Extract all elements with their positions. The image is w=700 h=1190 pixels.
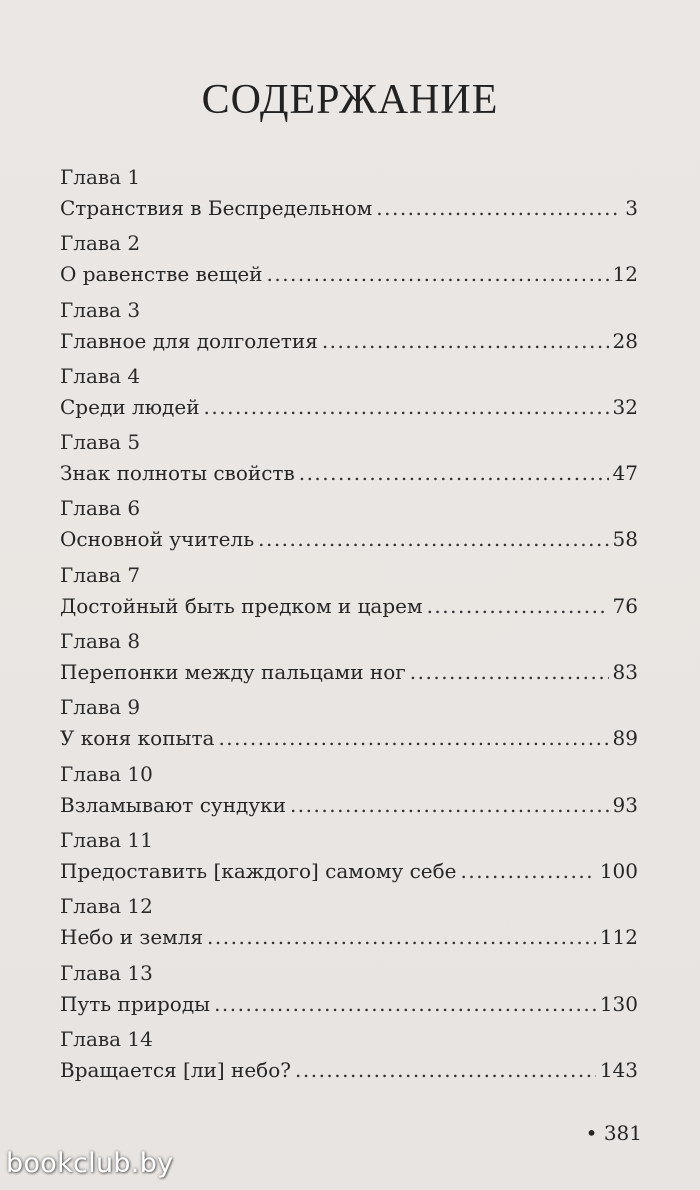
toc-line (60, 593, 638, 619)
chapter-label: Глава 8 (60, 629, 141, 654)
chapter-label: Глава 9 (60, 695, 141, 720)
chapter-page: 76 (612, 593, 638, 618)
dot-leader (258, 526, 608, 552)
chapter-title: Перепонки между пальцами ног (60, 660, 406, 685)
chapter-label: Глава 5 (60, 430, 141, 455)
chapter-title: Знак полноты свойств (60, 461, 295, 486)
chapter-title: О равенстве вещей (60, 262, 263, 287)
toc-line (60, 195, 638, 221)
toc-entry (60, 231, 638, 297)
toc-line (60, 261, 638, 287)
chapter-label: Глава 2 (60, 231, 141, 256)
chapter-label: Глава 11 (60, 827, 153, 852)
toc-line (60, 858, 638, 884)
toc-entry (60, 364, 638, 430)
dot-leader (410, 659, 609, 685)
page-title: СОДЕРЖАНИЕ (201, 77, 499, 123)
chapter-title: Путь природы (60, 991, 211, 1016)
chapter-title: Главное для долголетия (60, 328, 318, 353)
toc-entry (60, 894, 638, 960)
chapter-title: Основной учитель (60, 527, 255, 552)
page-number: • 381 (585, 1121, 642, 1145)
chapter-title: Достойный быть предком и царем (60, 593, 423, 618)
chapter-page: 28 (612, 328, 638, 353)
chapter-label: Глава 4 (60, 363, 141, 388)
watermark-text: bookclub.by (6, 1148, 174, 1179)
dot-leader (218, 725, 608, 751)
chapter-page: 93 (612, 792, 638, 817)
toc-line (60, 924, 638, 950)
toc-entry (60, 828, 638, 894)
table-of-contents (60, 165, 638, 1093)
chapter-label: Глава 7 (60, 562, 141, 587)
toc-entry (60, 496, 638, 562)
chapter-page: 83 (612, 660, 638, 685)
toc-line (60, 659, 638, 685)
chapter-title: Вращается [ли] небо? (60, 1057, 291, 1082)
chapter-page: 130 (599, 991, 638, 1016)
chapter-title: Странствия в Беспредельном (60, 196, 373, 220)
toc-entry (60, 165, 638, 231)
dot-leader (461, 858, 596, 884)
toc-line (60, 460, 638, 486)
dot-leader (299, 460, 609, 486)
chapter-page: 112 (599, 925, 638, 950)
toc-line (60, 328, 638, 354)
toc-line (60, 991, 638, 1017)
toc-line (60, 792, 638, 818)
chapter-label: Глава 14 (60, 1026, 153, 1051)
dot-leader (207, 924, 596, 950)
chapter-label: Глава 6 (60, 496, 141, 521)
chapter-page: 12 (612, 262, 638, 287)
chapter-title: У коня копыта (60, 726, 215, 751)
chapter-label: Глава 12 (60, 894, 153, 919)
chapter-label: Глава 3 (60, 297, 141, 322)
chapter-page: 3 (625, 196, 638, 220)
toc-entry (60, 762, 638, 828)
toc-entry (60, 430, 638, 496)
dot-leader (295, 1057, 596, 1083)
chapter-page: 89 (612, 726, 638, 751)
dot-leader (322, 328, 609, 354)
chapter-page: 143 (599, 1057, 638, 1082)
toc-entry (60, 695, 638, 761)
toc-line (60, 725, 638, 751)
dot-leader (427, 593, 609, 619)
dot-leader (204, 394, 609, 420)
toc-line (60, 526, 638, 552)
toc-entry (60, 629, 638, 695)
chapter-label: Глава 13 (60, 960, 153, 985)
toc-entry (60, 298, 638, 364)
toc-entry (60, 961, 638, 1027)
dot-leader (376, 195, 621, 221)
dot-leader (290, 792, 609, 818)
chapter-page: 58 (612, 527, 638, 552)
toc-entry (60, 1027, 638, 1093)
chapter-title: Среди людей (60, 394, 200, 419)
chapter-title: Небо и земля (60, 925, 204, 950)
dot-leader (266, 261, 608, 287)
toc-entry (60, 563, 638, 629)
chapter-page: 32 (612, 394, 638, 419)
chapter-label: Глава 10 (60, 761, 153, 786)
chapter-page: 47 (612, 461, 638, 486)
toc-line (60, 394, 638, 420)
chapter-title: Взламывают сундуки (60, 792, 286, 817)
chapter-page: 100 (599, 858, 638, 883)
chapter-label: Глава 1 (60, 165, 141, 189)
chapter-title: Предоставить [каждого] самому себе (60, 858, 457, 883)
toc-line (60, 1057, 638, 1083)
dot-leader (214, 991, 596, 1017)
